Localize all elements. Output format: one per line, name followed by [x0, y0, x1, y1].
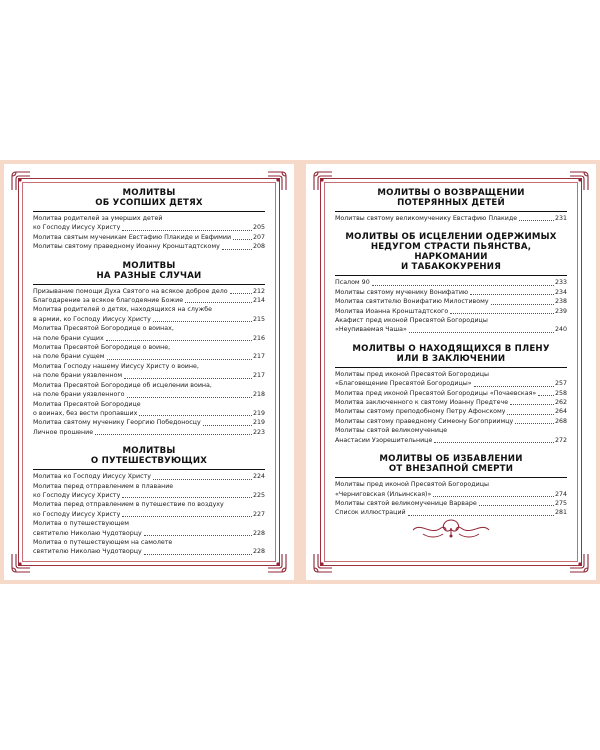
page-number: 239: [554, 307, 567, 315]
dot-leader: [470, 294, 554, 295]
entry-title-line: ко Господу Иисусу Христу: [33, 510, 121, 518]
section-heading: [335, 344, 567, 364]
dot-leader: [372, 285, 554, 286]
entry-title-line: Акафист пред иконой Пресвятой Богородицы: [335, 317, 488, 325]
dot-leader: [538, 395, 554, 396]
heading-rule: [335, 211, 567, 212]
toc-section: [335, 344, 567, 445]
entry-title-line: Молитва Пресвятой Богородице о воинах,: [33, 325, 174, 333]
toc-entry[interactable]: [33, 519, 265, 538]
toc-section: [335, 454, 567, 518]
section-heading-line: И ТАБАКОКУРЕНИЯ: [400, 262, 502, 273]
dot-leader: [185, 302, 252, 303]
toc-entry[interactable]: [335, 278, 567, 287]
page-number: 257: [554, 380, 567, 388]
entry-title-line: Молитвы святой великомученице Варваре: [335, 499, 477, 507]
page-number: 208: [252, 243, 265, 251]
entry-title-line: Молитва святым мученикам Евстафию Плакиде и Евфимии: [33, 233, 232, 241]
entry-title-line: Молитва Пресвятой Богородице о воине,: [33, 344, 171, 352]
entry-title-line: Молитва святому мученику Георгию Победоносцу: [33, 419, 201, 427]
toc-entry[interactable]: [335, 370, 567, 389]
entry-title-line: Благодарение за всякое благодеяние Божие: [33, 297, 184, 305]
section-heading-line: ОТ ВНЕЗАПНОЙ СМЕРТИ: [388, 464, 514, 475]
toc-section: [335, 232, 567, 334]
dot-leader: [507, 414, 554, 415]
entry-title-line: Молитвы святому праведному Иоанну Кронштадтскому: [33, 243, 220, 251]
entry-title-line: Молитвы святому мученику Вонифатию: [335, 288, 469, 296]
page-number: 225: [252, 491, 265, 499]
toc-entry[interactable]: [33, 287, 265, 296]
section-heading: [335, 188, 567, 208]
entry-title-line: на поле брани сущих: [33, 334, 104, 342]
page-number: 228: [252, 548, 265, 556]
page-number: 268: [554, 417, 567, 425]
toc-entry[interactable]: [335, 214, 567, 223]
entry-title-line: Молитвы пред иконой Пресвятой Богородицы: [335, 370, 489, 378]
corner-flourish-icon: [266, 552, 288, 574]
corner-flourish-icon: [568, 170, 590, 192]
heading-rule: [335, 367, 567, 368]
dot-leader: [127, 397, 252, 398]
section-heading-line: МОЛИТВЫ ОБ ИЗБАВЛЕНИИ: [379, 454, 523, 465]
toc-section: [33, 446, 265, 557]
toc-entry[interactable]: [335, 316, 567, 335]
page-number: 275: [554, 499, 567, 507]
section-heading-line: ПОТЕРЯННЫХ ДЕТЕЙ: [397, 198, 505, 208]
dot-leader: [122, 230, 252, 231]
page-number: 215: [252, 315, 265, 323]
entry-title-line: Молитва перед отправлением в плавание: [33, 482, 174, 490]
page-number: 207: [252, 233, 265, 241]
dot-leader: [153, 321, 252, 322]
toc-entry[interactable]: [33, 233, 265, 242]
page-number: 219: [252, 419, 265, 427]
page-number: 264: [554, 408, 567, 416]
section-heading-line: МОЛИТВЫ О НАХОДЯЩИХСЯ В ПЛЕНУ: [352, 343, 550, 354]
dot-leader: [95, 434, 252, 435]
heading-rule: [33, 469, 265, 470]
entry-title-line: Молитва о путешествующем: [33, 520, 129, 528]
toc-entry[interactable]: [33, 500, 265, 519]
page-number: 233: [554, 279, 567, 287]
corner-flourish-icon: [312, 170, 334, 192]
page-number: 216: [252, 334, 265, 342]
entry-title-line: святителю Николаю Чудотворцу: [33, 548, 142, 556]
toc-entry[interactable]: [33, 324, 265, 343]
toc-entry[interactable]: [33, 418, 265, 427]
corner-flourish-icon: [312, 552, 334, 574]
corner-flourish-icon: [266, 170, 288, 192]
section-heading-line: МОЛИТВЫ: [122, 188, 176, 198]
page-number: 234: [554, 288, 567, 296]
entry-title-line: «Неупиваемая Чаша»: [335, 326, 407, 334]
section-heading: [33, 261, 265, 281]
entry-title-line: Молитвы пред иконой Пресвятой Богородицы: [335, 481, 489, 489]
page-number: 214: [252, 297, 265, 305]
section-heading-line: МОЛИТВЫ ОБ ИСЦЕЛЕНИИ ОДЕРЖИМЫХ: [345, 232, 557, 243]
section-heading-line: МОЛИТВЫ: [122, 446, 176, 457]
toc-entry[interactable]: [33, 305, 265, 324]
dot-leader: [433, 496, 554, 497]
dot-leader: [144, 554, 252, 555]
toc-entry[interactable]: [335, 398, 567, 407]
section-heading-line: МОЛИТВЫ О ВОЗВРАЩЕНИИ: [377, 188, 525, 198]
heading-rule: [33, 211, 265, 212]
entry-title-line: Молитва Иоанна Кронштадтского: [335, 307, 449, 315]
toc-entry[interactable]: [33, 296, 265, 305]
entry-title-line: Молитва родителей о детях, находящихся на службе: [33, 306, 213, 314]
entry-title-line: о воинах, без вести пропавших: [33, 409, 138, 417]
dot-leader: [122, 497, 252, 498]
toc-entry[interactable]: [33, 362, 265, 381]
entry-title-line: Молитвы святому великомученику Евстафию Плакиде: [335, 215, 518, 222]
entry-title-line: Молитва заключенного к святому Иоанну Предтече: [335, 399, 509, 407]
toc-entry[interactable]: [33, 538, 265, 557]
entry-title-line: «Благовещение Пресвятой Богородицы»: [335, 380, 472, 388]
toc-content: [33, 188, 265, 566]
entry-title-line: Молитва родителей за умерших детей: [33, 215, 163, 222]
toc-entry[interactable]: [335, 407, 567, 416]
page-number: 262: [554, 399, 567, 407]
toc-content: [335, 188, 567, 527]
toc-entry[interactable]: [335, 389, 567, 398]
entry-title-line: Псалом 90: [335, 279, 370, 287]
section-heading-line: МОЛИТВЫ: [122, 260, 176, 271]
toc-entry[interactable]: [33, 242, 265, 251]
dot-leader: [139, 415, 252, 416]
dot-leader: [519, 220, 554, 221]
page-number: 228: [252, 529, 265, 537]
toc-entry[interactable]: [335, 307, 567, 316]
dot-leader: [107, 359, 252, 360]
page-number: 240: [554, 326, 567, 334]
toc-entry[interactable]: [33, 343, 265, 362]
dot-leader: [474, 386, 554, 387]
page-number: 227: [252, 510, 265, 518]
entry-title-line: ко Господу Иисусу Христу: [33, 224, 121, 232]
dot-leader: [153, 479, 252, 480]
toc-entry[interactable]: [33, 482, 265, 501]
dot-leader: [491, 304, 554, 305]
heading-rule: [335, 477, 567, 478]
entry-title-line: в армии, ко Господу Иисусу Христу: [33, 315, 151, 323]
dot-leader: [450, 313, 554, 314]
entry-title-line: на поле брани уязвленном: [33, 372, 123, 380]
toc-entry[interactable]: [33, 400, 265, 419]
toc-entry[interactable]: [33, 214, 265, 233]
dot-leader: [222, 249, 252, 250]
page-number: 217: [252, 372, 265, 380]
page-number: 212: [252, 287, 265, 295]
entry-title-line: Молитвы святой великомученице: [335, 427, 448, 435]
entry-title-line: Молитва Господу нашему Иисусу Христу о воине,: [33, 362, 199, 370]
page-number: 274: [554, 490, 567, 498]
entry-title-line: Список иллюстраций: [335, 509, 406, 517]
entry-title-line: Личное прошение: [33, 428, 94, 436]
dot-leader: [122, 516, 252, 517]
dot-leader: [434, 442, 554, 443]
toc-entry[interactable]: [335, 297, 567, 306]
floral-ornament-icon: [411, 516, 491, 540]
entry-title-line: Молитва о путешествующем на самолете: [33, 538, 173, 546]
toc-entry[interactable]: [335, 288, 567, 297]
entry-title-line: Призывание помощи Духа Святого на всякое доброе дело: [33, 287, 228, 295]
toc-section: [335, 188, 567, 223]
page-number: 224: [252, 473, 265, 481]
toc-entry[interactable]: [335, 426, 567, 445]
entry-title-line: Молитва перед отправлением в путешествие по воздуху: [33, 501, 224, 509]
section-heading: [335, 454, 567, 474]
section-heading-line: НЕДУГОМ СТРАСТИ ПЬЯНСТВА, НАРКОМАНИИ: [370, 242, 532, 263]
page-number: 223: [252, 428, 265, 436]
entry-title-line: святителю Николаю Чудотворцу: [33, 529, 142, 537]
left-page: [4, 164, 294, 580]
toc-entry[interactable]: [335, 499, 567, 508]
section-heading: [33, 188, 265, 208]
entry-title-line: Молитвы святому преподобному Петру Афонскому: [335, 408, 506, 416]
entry-title-line: «Черниговская (Ильинская)»: [335, 490, 432, 498]
page-number: 218: [252, 391, 265, 399]
section-heading-line: ИЛИ В ЗАКЛЮЧЕНИИ: [396, 353, 506, 364]
page-number: 231: [554, 215, 567, 222]
page-number: 272: [554, 436, 567, 444]
section-heading: [335, 232, 567, 272]
dot-leader: [230, 293, 252, 294]
dot-leader: [124, 378, 252, 379]
toc-entry[interactable]: [33, 428, 265, 437]
entry-title-line: ко Господу Иисусу Христу: [33, 491, 121, 499]
toc-entry[interactable]: [33, 381, 265, 400]
entry-title-line: Молитвы святому праведному Симеону Богоприимцу: [335, 417, 514, 425]
page-number: 238: [554, 298, 567, 306]
corner-flourish-icon: [568, 552, 590, 574]
entry-title-line: Молитва святителю Вонифатию Милостивому: [335, 298, 489, 306]
section-heading-line: ОБ УСОПШИХ ДЕТЯХ: [95, 198, 203, 208]
corner-flourish-icon: [10, 552, 32, 574]
entry-title-line: Молитва ко Господу Иисусу Христу: [33, 473, 151, 481]
entry-title-line: Анастасии Узорешительнице: [335, 436, 433, 444]
dot-leader: [515, 423, 554, 424]
page-number: 205: [252, 224, 265, 232]
entry-title-line: на поле брани сущем: [33, 353, 105, 361]
toc-section: [33, 188, 265, 252]
toc-entry[interactable]: [33, 472, 265, 481]
right-page: [306, 164, 596, 580]
section-heading: [33, 446, 265, 466]
section-heading-line: О ПУТЕШЕСТВУЮЩИХ: [90, 456, 208, 467]
dot-leader: [144, 535, 252, 536]
entry-title-line: Молитва пред иконой Пресвятой Богородицы «Почаевская»: [335, 389, 537, 397]
dot-leader: [510, 404, 554, 405]
page-number: 217: [252, 353, 265, 361]
toc-entry[interactable]: [335, 417, 567, 426]
dot-leader: [409, 332, 554, 333]
heading-rule: [33, 284, 265, 285]
dot-leader: [203, 425, 252, 426]
entry-title-line: Молитва Пресвятой Богородице об исцелении воина,: [33, 381, 212, 389]
dot-leader: [479, 505, 554, 506]
dot-leader: [233, 239, 252, 240]
entry-title-line: на поле брани уязвленного: [33, 391, 125, 399]
toc-section: [33, 261, 265, 438]
page-number: 258: [554, 389, 567, 397]
corner-flourish-icon: [10, 170, 32, 192]
section-heading-line: НА РАЗНЫЕ СЛУЧАИ: [96, 270, 202, 281]
dot-leader: [106, 340, 252, 341]
heading-rule: [335, 275, 567, 276]
toc-entry[interactable]: [335, 480, 567, 499]
entry-title-line: Молитва Пресвятой Богородице: [33, 400, 141, 408]
page-number: 219: [252, 409, 265, 417]
page-number: 281: [554, 509, 567, 517]
